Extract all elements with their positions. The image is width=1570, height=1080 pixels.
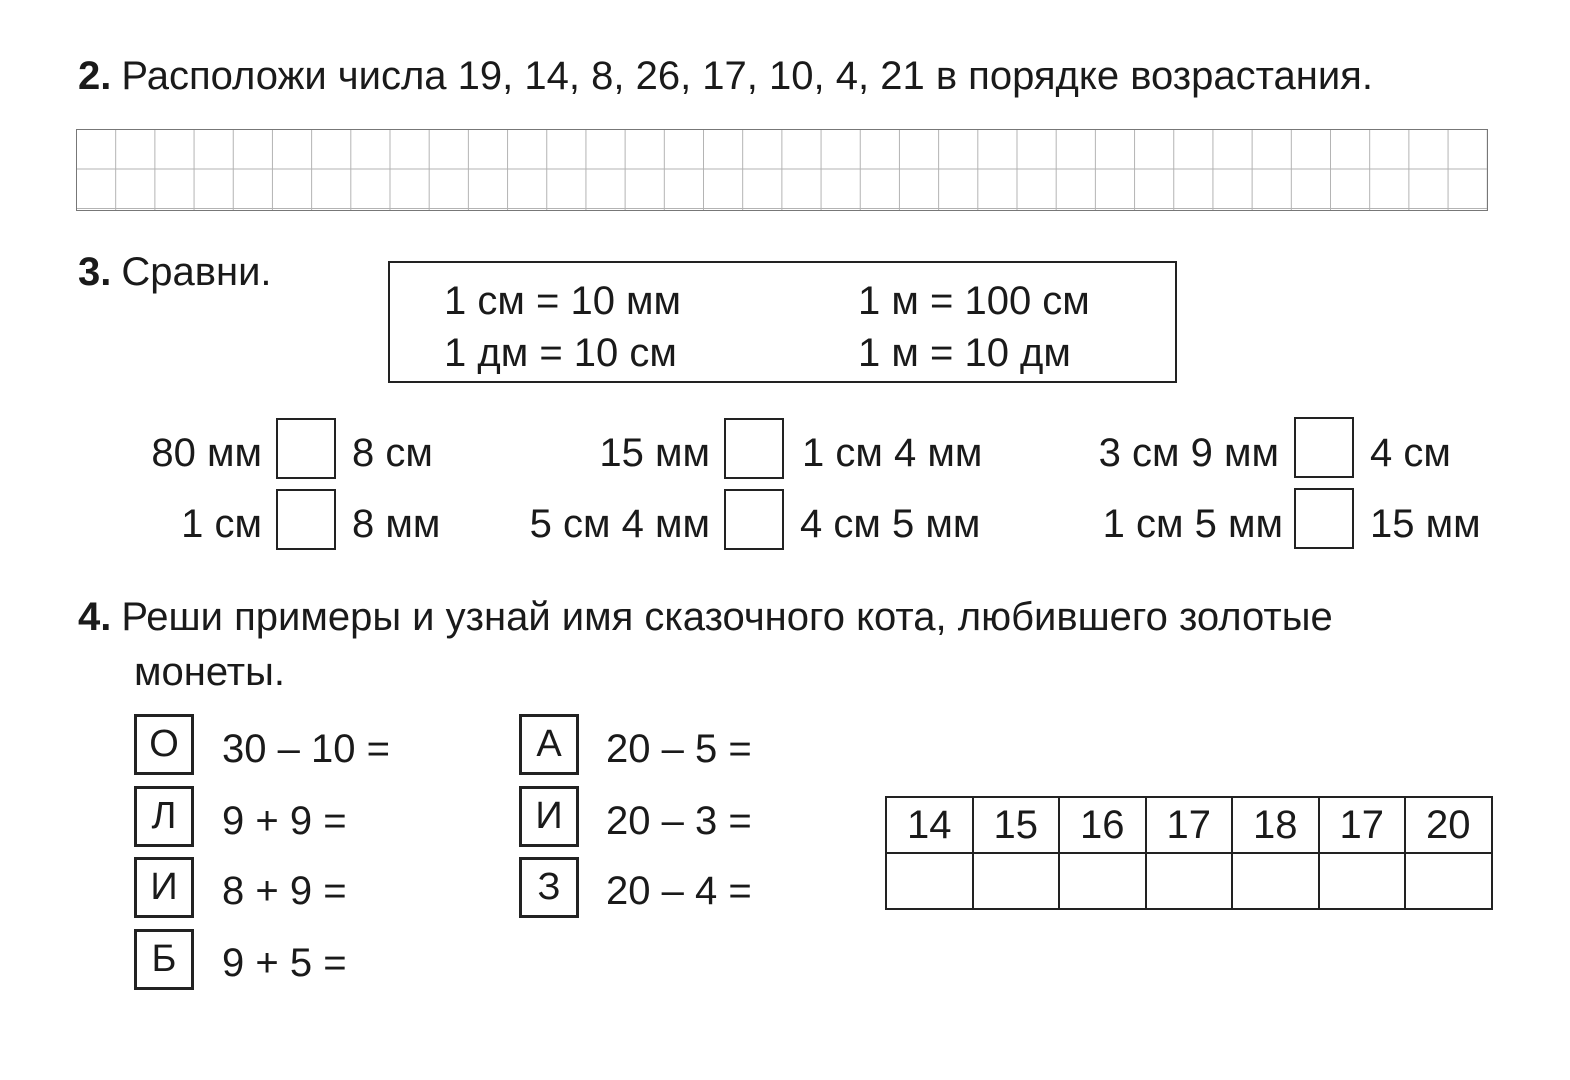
example-3: 8 + 9 = [222, 869, 347, 913]
answer-letter-cell[interactable] [1319, 853, 1406, 909]
compare-5-right: 4 см 5 мм [800, 502, 981, 546]
compare-5-left: 5 см 4 мм [529, 502, 710, 546]
answer-table-letters-row [886, 853, 1492, 909]
compare-2-left: 15 мм [599, 431, 710, 475]
letter-box-a: А [519, 714, 579, 775]
letter-box-l: Л [134, 786, 194, 847]
units-reference-box [388, 261, 1177, 383]
task-4-heading [78, 595, 1333, 639]
letter-box-z: З [519, 857, 579, 918]
task-3-number: 3. [78, 250, 112, 294]
task-4-text-line-1: Реши примеры и узнай имя сказочного кота, любившего золотые [121, 595, 1333, 639]
answer-number-cell: 15 [973, 797, 1060, 853]
compare-2-answer-box[interactable] [724, 418, 784, 479]
compare-1-left: 80 мм [151, 431, 262, 475]
units-line-1-left: 1 см = 10 мм [444, 279, 682, 323]
answer-letter-cell[interactable] [1059, 853, 1146, 909]
units-line-2-right: 1 м = 10 дм [858, 331, 1071, 375]
task-2-number: 2. [78, 54, 112, 98]
answer-table [885, 796, 1493, 910]
answer-number-cell: 17 [1146, 797, 1233, 853]
answer-number-cell: 16 [1059, 797, 1146, 853]
compare-2-right: 1 см 4 мм [802, 431, 983, 475]
letter-box-i: И [134, 857, 194, 918]
task-2-text: Расположи числа 19, 14, 8, 26, 17, 10, 4, 21 в порядке возрастания. [121, 54, 1373, 98]
compare-4-answer-box[interactable] [276, 489, 336, 550]
compare-5-answer-box[interactable] [724, 489, 784, 550]
answer-number-cell: 17 [1319, 797, 1406, 853]
example-2: 9 + 9 = [222, 799, 347, 843]
letter-box-i-2: И [519, 786, 579, 847]
compare-1-right: 8 см [352, 431, 433, 475]
units-line-1-right: 1 м = 100 см [858, 279, 1090, 323]
task-2-heading [78, 54, 1373, 98]
letter-box-b: Б [134, 929, 194, 990]
compare-6-answer-box[interactable] [1294, 488, 1354, 549]
compare-4-right: 8 мм [352, 502, 441, 546]
answer-letter-cell[interactable] [1146, 853, 1233, 909]
units-line-2-left: 1 дм = 10 см [444, 331, 677, 375]
example-5: 20 – 5 = [606, 727, 752, 771]
answer-table-numbers-row [886, 797, 1492, 853]
example-1: 30 – 10 = [222, 727, 390, 771]
compare-6-left: 1 см 5 мм [1102, 502, 1283, 546]
answer-letter-cell[interactable] [886, 853, 973, 909]
example-4: 9 + 5 = [222, 941, 347, 985]
answer-number-cell: 20 [1405, 797, 1492, 853]
answer-letter-cell[interactable] [1232, 853, 1319, 909]
compare-3-right: 4 см [1370, 431, 1451, 475]
compare-4-left: 1 см [181, 502, 262, 546]
task-3-text: Сравни. [121, 250, 272, 294]
task-3-heading [78, 250, 272, 294]
answer-number-cell: 18 [1232, 797, 1319, 853]
task-4-number: 4. [78, 595, 112, 639]
example-7: 20 – 4 = [606, 869, 752, 913]
task-4-text-line-2: монеты. [134, 650, 285, 694]
letter-box-o: О [134, 714, 194, 775]
answer-letter-cell[interactable] [973, 853, 1060, 909]
answer-grid[interactable] [76, 129, 1488, 211]
answer-letter-cell[interactable] [1405, 853, 1492, 909]
compare-3-answer-box[interactable] [1294, 417, 1354, 478]
compare-1-answer-box[interactable] [276, 418, 336, 479]
compare-6-right: 15 мм [1370, 502, 1481, 546]
example-6: 20 – 3 = [606, 799, 752, 843]
answer-number-cell: 14 [886, 797, 973, 853]
compare-3-left: 3 см 9 мм [1098, 431, 1279, 475]
